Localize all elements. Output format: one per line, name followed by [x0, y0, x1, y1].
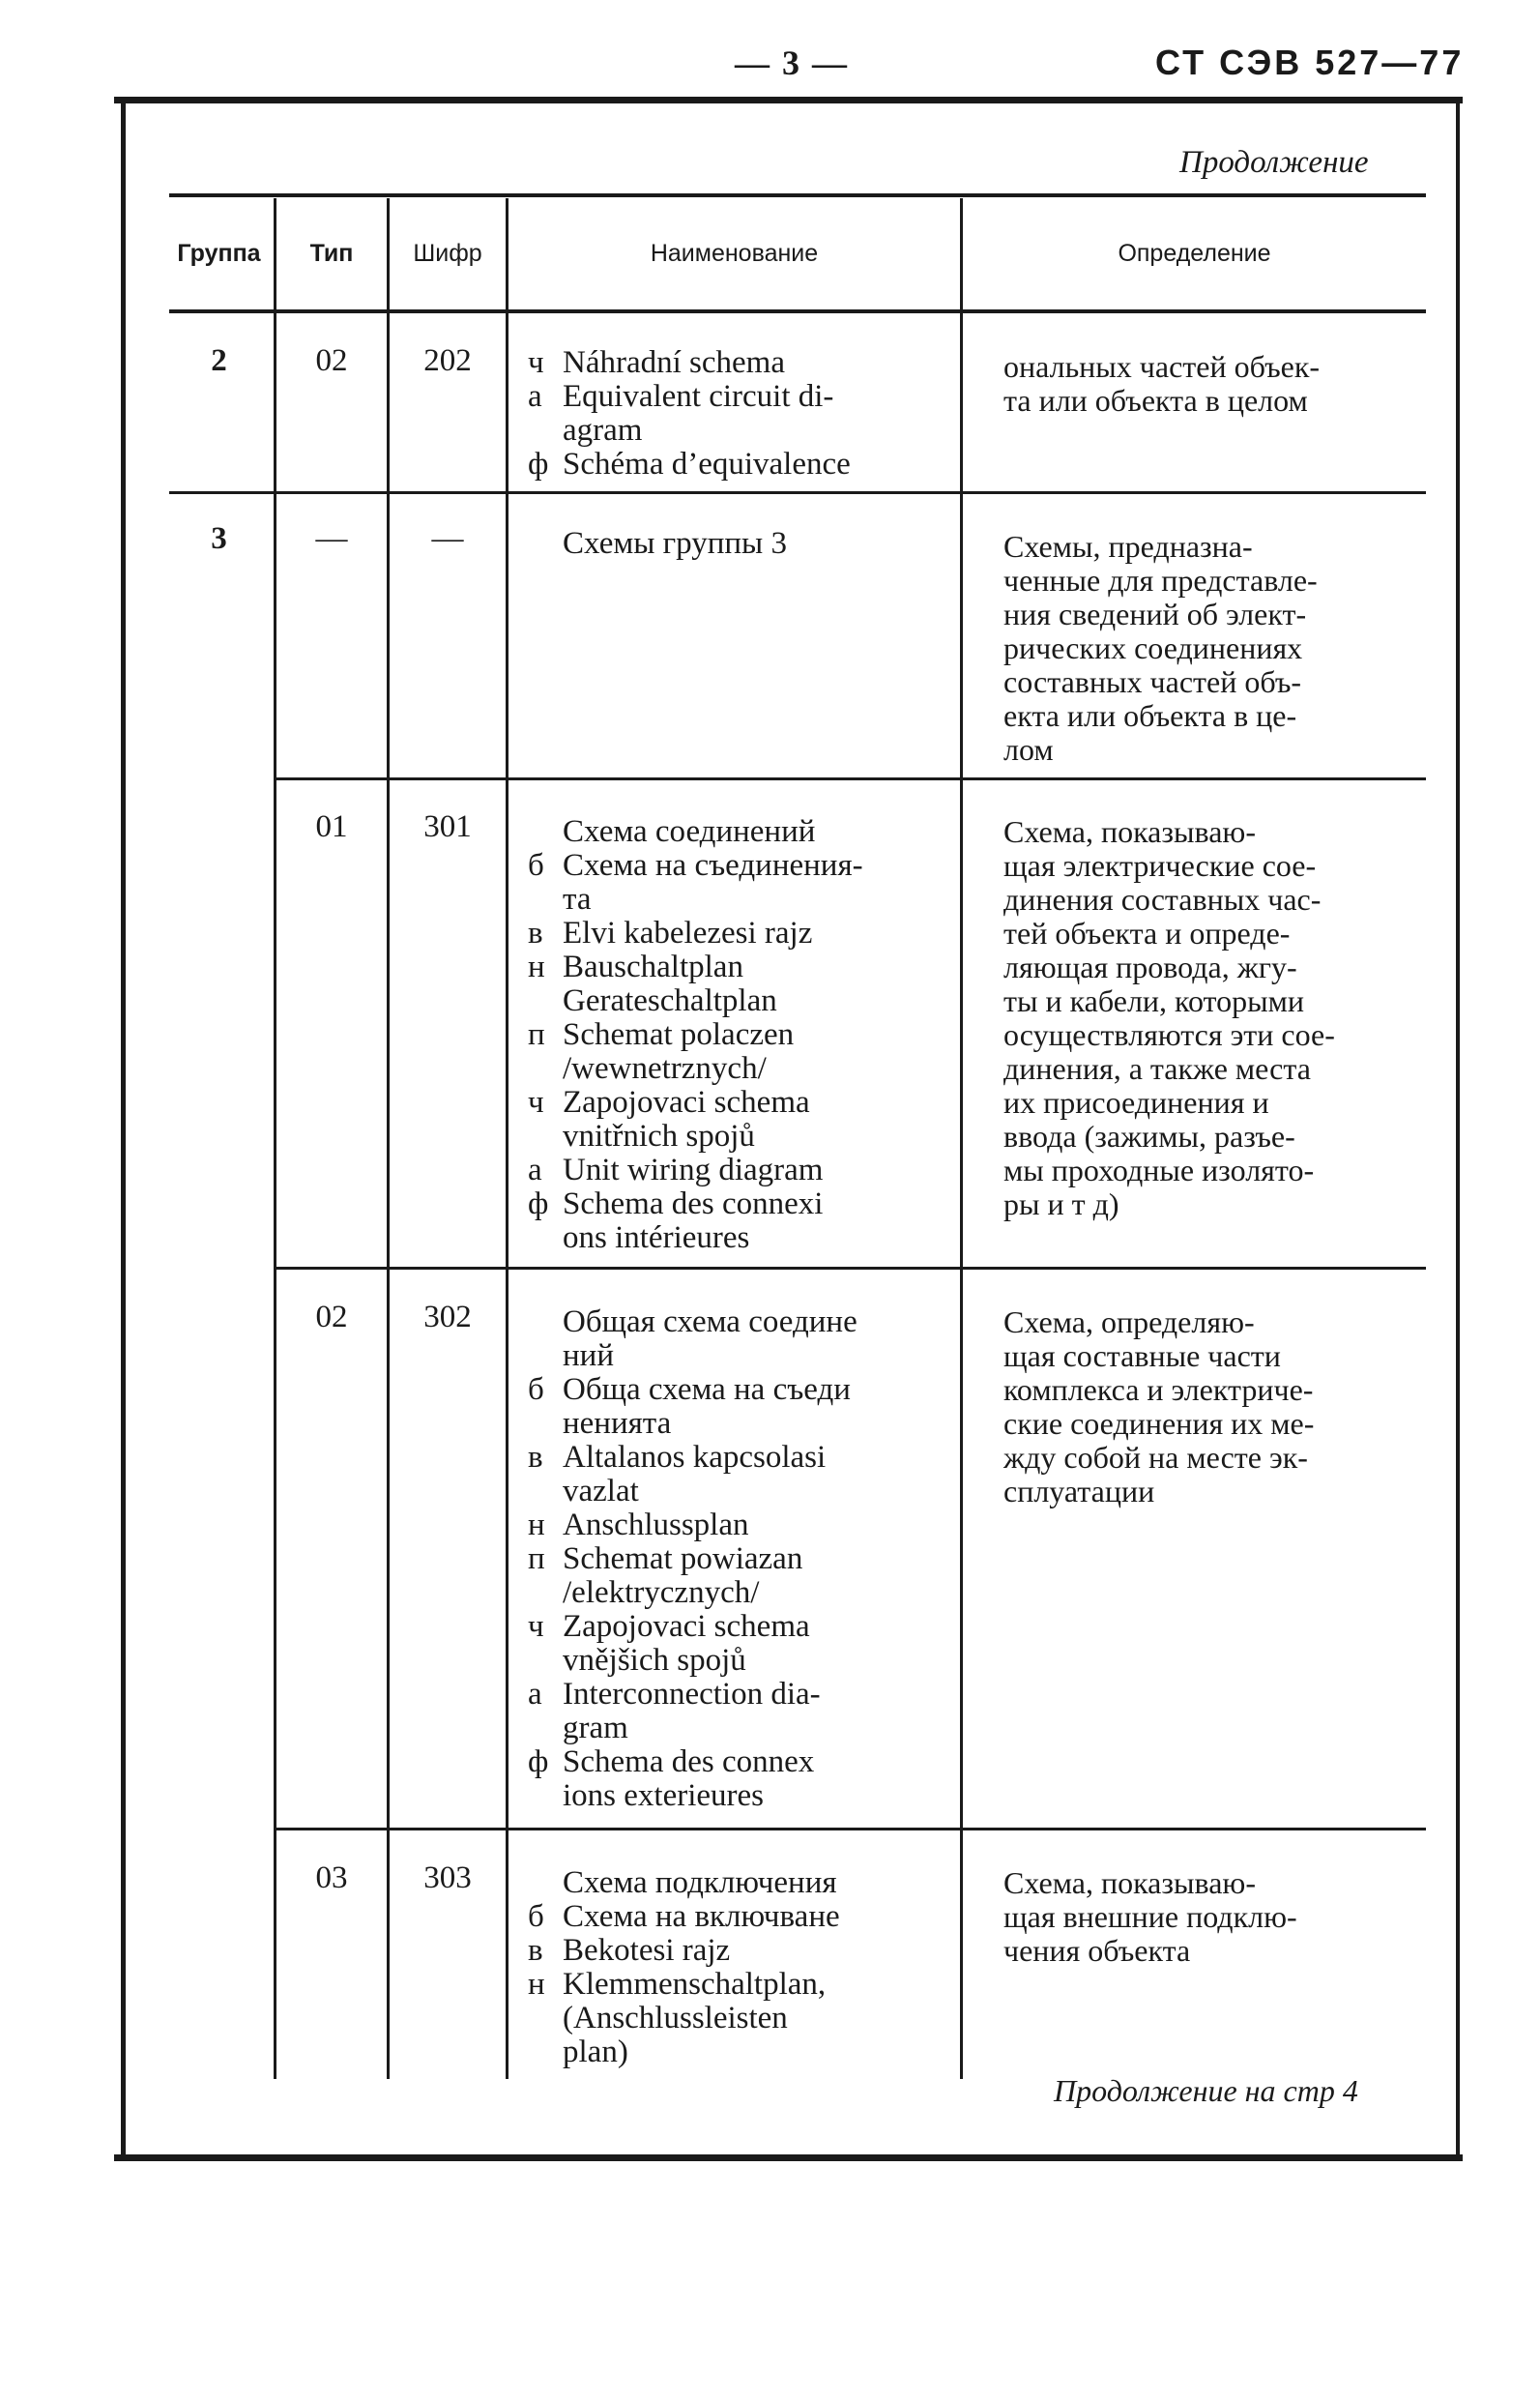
row-name-block	[528, 815, 863, 1255]
row-name-block	[563, 527, 787, 561]
row-name-block	[528, 1305, 857, 1813]
name-text: Elvi kabelezesi rajz	[563, 916, 813, 951]
row-type: 02	[315, 1300, 348, 1334]
name-text: plan)	[563, 2035, 628, 2069]
definition-line: ляющая провода, жгу-	[1003, 950, 1297, 984]
name-text: Unit wiring diagram	[563, 1153, 824, 1187]
name-text: Zapojovaci schema	[563, 1085, 810, 1120]
row-name-block	[528, 346, 851, 482]
name-text: Equivalent circuit di-	[563, 379, 834, 414]
definition-line: динения, а также места	[1003, 1051, 1311, 1086]
lang-marker: ф	[528, 1186, 549, 1221]
definition-line: тей объекта и опреде-	[1003, 916, 1291, 951]
definition-line: лом	[1003, 732, 1054, 767]
standard-code: СТ СЭВ 527—77	[1155, 43, 1465, 82]
lang-marker	[528, 1339, 563, 1373]
col-header-name: Наименование	[650, 240, 819, 267]
col-header-type: Тип	[309, 240, 354, 267]
lang-marker: н	[528, 1508, 545, 1542]
lang-marker: п	[528, 1541, 545, 1576]
name-text: Схема на включване	[563, 1899, 840, 1934]
row-type: 02	[315, 343, 348, 378]
definition-line: Схемы, предназна-	[1003, 529, 1253, 564]
name-text: gram	[563, 1711, 628, 1745]
definition-line: жду собой на месте эк-	[1003, 1440, 1308, 1475]
lang-marker: а	[528, 1677, 542, 1712]
row-code: 202	[423, 343, 472, 378]
lang-marker	[528, 1576, 563, 1610]
row-definition-block	[1003, 350, 1421, 418]
definition-line: рических соединениях	[1003, 630, 1303, 665]
name-text: Схема подключения	[563, 1865, 837, 1900]
name-text: vnějšich spojů	[563, 1643, 746, 1678]
name-text: Náhradní schema	[563, 345, 785, 380]
col-divider	[387, 198, 390, 2079]
definition-line: Схема, показываю-	[1003, 1865, 1256, 1900]
lang-marker	[528, 1866, 563, 1900]
definition-line: мы проходные изолято-	[1003, 1153, 1315, 1187]
frame-left-border	[121, 97, 126, 2156]
definition-line: чения объекта	[1003, 1933, 1191, 1968]
lang-marker	[528, 984, 563, 1018]
name-text: Схема соединений	[563, 814, 816, 849]
page-number: — 3 —	[735, 44, 849, 82]
row-definition-block	[1003, 815, 1421, 1221]
name-text: Schema des connex	[563, 1744, 815, 1779]
name-text: Bauschaltplan	[563, 950, 743, 984]
row-code: 301	[423, 809, 472, 844]
definition-line: щая внешние подклю-	[1003, 1899, 1297, 1934]
lang-marker	[528, 2035, 563, 2069]
lang-marker: н	[528, 1967, 545, 2002]
row-group: 3	[211, 521, 227, 556]
lang-marker	[528, 1120, 563, 1154]
row-divider	[276, 1828, 1426, 1830]
lang-marker	[528, 1407, 563, 1441]
lang-marker: п	[528, 1017, 545, 1052]
lang-marker: а	[528, 379, 542, 414]
col-divider	[506, 198, 508, 2079]
definition-line: составных частей объ-	[1003, 664, 1302, 699]
name-text: agram	[563, 413, 643, 448]
definition-line: ональных частей объек-	[1003, 349, 1321, 384]
name-text: Schemat powiazan	[563, 1541, 803, 1576]
lang-marker	[528, 1052, 563, 1086]
lang-marker: ф	[528, 447, 549, 482]
frame-top-border	[114, 97, 1463, 103]
row-definition-block	[1003, 1866, 1421, 1968]
definition-line: ченные для представле-	[1003, 563, 1318, 598]
lang-marker	[528, 883, 563, 917]
lang-marker	[528, 1779, 563, 1813]
definition-line: екта или объекта в це-	[1003, 698, 1297, 733]
lang-marker: в	[528, 1933, 543, 1968]
definition-line: щая составные части	[1003, 1338, 1281, 1373]
name-text: Схемы группы 3	[563, 526, 787, 561]
lang-marker: ч	[528, 1085, 544, 1120]
name-text: vazlat	[563, 1474, 639, 1508]
name-text: Schéma d’equivalence	[563, 447, 851, 482]
continuation-footer: Продолжение на стр 4	[1054, 2073, 1358, 2108]
name-text: Общая схема соедине	[563, 1304, 857, 1339]
lang-marker	[528, 2002, 563, 2035]
row-group: 2	[211, 343, 227, 378]
lang-marker: ч	[528, 345, 544, 380]
lang-marker: в	[528, 916, 543, 951]
name-text: Klemmenschaltplan,	[563, 1967, 827, 2002]
lang-marker	[528, 1644, 563, 1678]
name-text: та	[563, 882, 592, 917]
definition-line: динения составных час-	[1003, 882, 1322, 917]
name-text: ions exterieures	[563, 1778, 765, 1813]
definition-line: сплуатации	[1003, 1474, 1155, 1508]
lang-marker: н	[528, 950, 545, 984]
row-type: 01	[315, 809, 348, 844]
lang-marker	[528, 1221, 563, 1255]
lang-marker	[528, 1475, 563, 1508]
name-text: ненията	[563, 1406, 672, 1441]
lang-marker: а	[528, 1153, 542, 1187]
definition-line: Схема, показываю-	[1003, 814, 1256, 849]
table-top-rule	[169, 193, 1426, 197]
name-text: Schemat polaczen	[563, 1017, 795, 1052]
definition-line: ввода (зажимы, разъе-	[1003, 1119, 1295, 1154]
name-text: ний	[563, 1338, 614, 1373]
row-code: 302	[423, 1300, 472, 1334]
name-text: Zapojovaci schema	[563, 1609, 810, 1644]
continuation-label: Продолжение	[1179, 145, 1369, 180]
name-text: Обща схема на съеди	[563, 1372, 851, 1407]
row-code: 303	[423, 1860, 472, 1895]
definition-line: Схема, определяю-	[1003, 1304, 1255, 1339]
lang-marker: б	[528, 1899, 544, 1934]
lang-marker: ч	[528, 1609, 544, 1644]
definition-line: ры и т д)	[1003, 1186, 1119, 1221]
row-divider	[169, 491, 1426, 494]
name-text: /elektrycznych/	[563, 1575, 760, 1610]
name-text: ons intérieures	[563, 1220, 750, 1255]
header-bottom-rule	[169, 309, 1426, 313]
col-divider	[274, 198, 276, 2079]
lang-marker: ф	[528, 1744, 549, 1779]
name-text: vnitřnich spojů	[563, 1119, 755, 1154]
lang-marker	[528, 414, 563, 448]
lang-marker	[528, 1712, 563, 1745]
definition-line: щая электрические сое-	[1003, 848, 1317, 883]
name-text: (Anschlussleisten	[563, 2001, 788, 2035]
row-type: 03	[315, 1860, 348, 1895]
definition-line: их присоединения и	[1003, 1085, 1269, 1120]
name-text: Схема на съединения-	[563, 848, 863, 883]
name-text: /wewnetrznych/	[563, 1051, 767, 1086]
definition-line: та или объекта в целом	[1003, 383, 1308, 418]
definition-line: ты и кабели, которыми	[1003, 983, 1304, 1018]
col-header-code: Шифр	[413, 240, 482, 267]
row-code: —	[431, 521, 464, 556]
frame-right-border	[1456, 97, 1460, 2156]
lang-marker: б	[528, 1372, 544, 1407]
name-text: Interconnection dia-	[563, 1677, 821, 1712]
definition-line: осуществляются эти сое-	[1003, 1017, 1335, 1052]
name-text: Schema des connexi	[563, 1186, 824, 1221]
definition-line: ния сведений об элект-	[1003, 597, 1307, 631]
col-divider	[960, 198, 963, 2079]
row-divider	[276, 777, 1426, 780]
lang-marker: в	[528, 1440, 543, 1475]
lang-marker: б	[528, 848, 544, 883]
definition-line: ские соединения их ме-	[1003, 1406, 1315, 1441]
name-text: Bekotesi rajz	[563, 1933, 731, 1968]
frame-bottom-border	[114, 2154, 1463, 2161]
definition-line: комплекса и электриче-	[1003, 1372, 1314, 1407]
name-text: Anschlussplan	[563, 1508, 749, 1542]
lang-marker	[528, 815, 563, 849]
name-text: Altalanos kapcsolasi	[563, 1440, 827, 1475]
row-definition-block	[1003, 530, 1421, 767]
col-header-group: Группа	[177, 240, 261, 267]
row-divider	[276, 1267, 1426, 1270]
lang-marker	[528, 1305, 563, 1339]
row-definition-block	[1003, 1305, 1421, 1508]
row-name-block	[528, 1866, 840, 2069]
col-header-definition: Определение	[1118, 240, 1271, 267]
name-text: Gerateschaltplan	[563, 983, 777, 1018]
row-type: —	[315, 521, 348, 556]
